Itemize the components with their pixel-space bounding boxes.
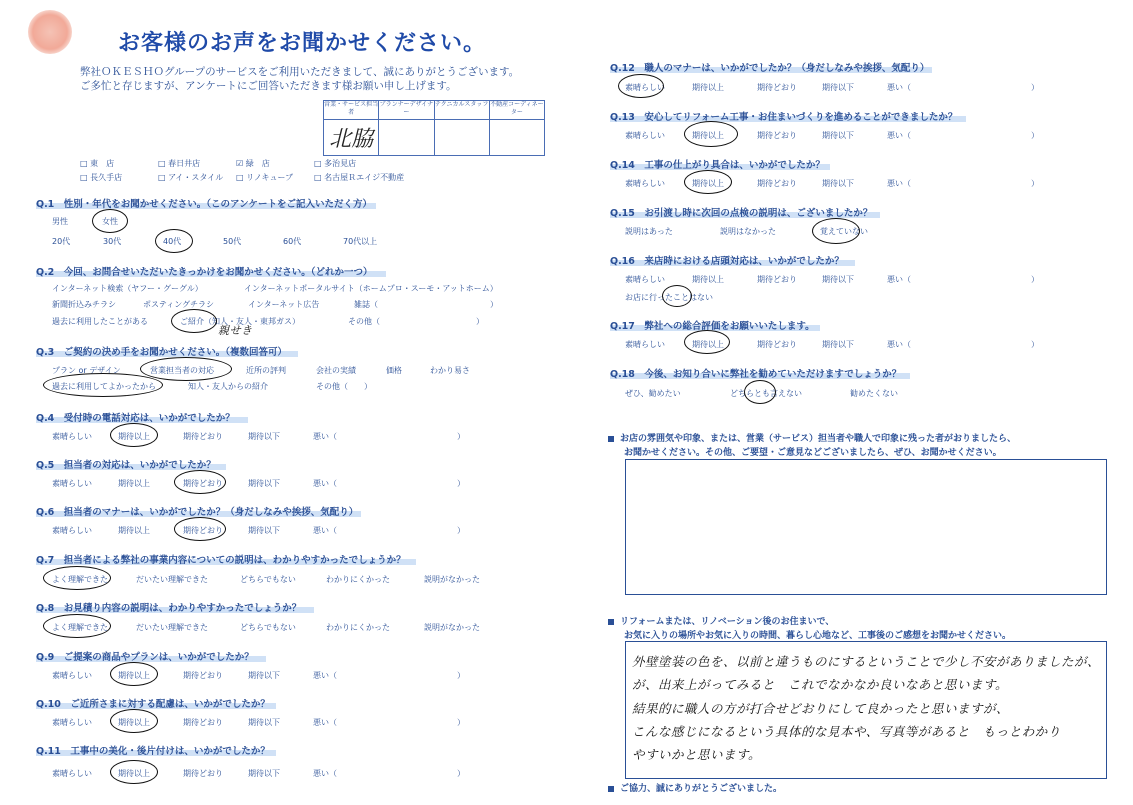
free-comment-1-line-2: お聞かせください。その他、ご要望・ご意見などございましたら、ぜひ、お聞かせください。 xyxy=(624,448,1002,458)
q8-title: Q.8 お見積り内容の説明は、わかりやすかったでしょうか？ xyxy=(36,603,302,614)
rating-option[interactable]: 期待以上 xyxy=(118,526,150,535)
rating-option[interactable]: 期待以上 xyxy=(692,131,724,140)
rating-option[interactable]: 悪い（ ） xyxy=(313,526,465,535)
q18-title: Q.18 今後、お知り合いに弊社を勧めていただけますでしょうか？ xyxy=(610,369,902,380)
handwritten-comment-line: 結果的に職人の方が打合せどおりにして良かったと思いますが、 xyxy=(632,701,1010,716)
rating-option[interactable]: 期待どおり xyxy=(183,432,223,441)
rating-option[interactable]: 期待どおり xyxy=(757,83,797,92)
q2-option[interactable]: その他（ ） xyxy=(348,317,484,326)
rating-option[interactable]: 期待どおり xyxy=(183,769,223,778)
q15-title: Q.15 お引渡し時に次回の点検の説明は、ございましたか？ xyxy=(610,208,873,219)
staff-header-technical: テクニカルスタッフ xyxy=(435,101,489,120)
rating-option[interactable]: 期待以下 xyxy=(822,131,854,140)
rating-option[interactable]: わかりにくかった xyxy=(326,623,390,632)
q1-age-option[interactable]: 40代 xyxy=(163,237,182,246)
handwritten-note: 親せき xyxy=(218,324,253,337)
rating-option[interactable]: 期待以上 xyxy=(692,340,724,349)
rating-option[interactable]: よく理解できた xyxy=(52,575,108,584)
rating-option[interactable]: 期待以下 xyxy=(248,718,280,727)
staff-header-realestate: 不動産コーディネーター xyxy=(490,101,544,120)
footer-thanks xyxy=(608,781,782,794)
answer-circle xyxy=(171,309,217,333)
q18-option[interactable]: ぜひ、勧めたい xyxy=(625,389,681,398)
rating-option[interactable]: 悪い（ ） xyxy=(887,131,1039,140)
q1-age-option[interactable]: 20代 xyxy=(52,237,71,246)
answer-circle xyxy=(140,357,232,381)
rating-option[interactable]: 素晴らしい xyxy=(52,769,92,778)
answer-circle xyxy=(744,380,776,404)
answer-circle xyxy=(110,423,158,447)
rating-option[interactable]: 期待以下 xyxy=(248,671,280,680)
rating-option[interactable]: 期待以下 xyxy=(822,340,854,349)
answer-circle xyxy=(110,709,158,733)
free-comment-2-line-1: リフォームまたは、リノベーション後のお住まいで、 xyxy=(620,617,835,627)
intro-line-2: ご多忙と存じますが、アンケートにご回答いただきます様お願い申し上げます。 xyxy=(80,80,457,92)
q17-title: Q.17 弊社への総合評価をお願いいたします。 xyxy=(610,321,815,332)
answer-circle xyxy=(110,760,158,784)
rating-option[interactable]: 期待以下 xyxy=(822,83,854,92)
rating-option[interactable]: 期待以下 xyxy=(248,432,280,441)
q1-age-option[interactable]: 70代以上 xyxy=(343,237,378,246)
staff-table xyxy=(323,100,545,156)
q2-option[interactable]: インターネット広告 xyxy=(248,300,320,309)
free-comment-2-prompt xyxy=(608,614,834,627)
page-title: お客様のお声をお聞かせください。 xyxy=(118,31,487,56)
staff-name-technical[interactable] xyxy=(435,120,489,155)
q3-option[interactable]: 近所の評判 xyxy=(246,366,286,375)
answer-circle xyxy=(155,229,193,253)
rating-option[interactable]: わかりにくかった xyxy=(326,575,390,584)
store-option[interactable]: □ 長久手店 xyxy=(80,173,123,182)
answer-circle xyxy=(812,218,860,244)
q16-title: Q.16 来店時における店頭対応は、いかがでしたか？ xyxy=(610,256,844,267)
rating-option[interactable]: 期待以上 xyxy=(692,275,724,284)
answer-circle xyxy=(110,662,158,686)
q10-title: Q.10 ご近所さまに対する配慮は、いかがでしたか？ xyxy=(36,699,270,710)
q3-title: Q.3 ご契約の決め手をお聞かせください。（複数回答可） xyxy=(36,347,288,358)
staff-header-planner: プランナーデザイナー xyxy=(379,101,433,120)
q14-title: Q.14 工事の仕上がり具合は、いかがでしたか？ xyxy=(610,160,825,171)
q1-age-option[interactable]: 50代 xyxy=(223,237,242,246)
rating-option[interactable]: 悪い（ ） xyxy=(313,718,465,727)
rating-option[interactable]: 悪い（ ） xyxy=(887,83,1039,92)
q3-option[interactable]: 営業担当者の対応 xyxy=(150,366,214,375)
answer-circle xyxy=(174,470,226,494)
q1-age-option[interactable]: 60代 xyxy=(283,237,302,246)
q1-option[interactable]: 女性 xyxy=(102,217,118,226)
rating-option[interactable]: 悪い（ ） xyxy=(313,769,465,778)
handwritten-comment-line: こんな感じになるという具体的な見本や、写真等があると もっとわかり xyxy=(632,724,1061,739)
handwritten-comment-line: が、出来上がってみると これでなかなか良いなあと思います。 xyxy=(632,677,1009,692)
rating-option[interactable]: 素晴らしい xyxy=(52,671,92,680)
rating-option[interactable]: 素晴らしい xyxy=(52,718,92,727)
q2-option[interactable]: 雑誌（ ） xyxy=(354,300,498,309)
free-comment-1-prompt xyxy=(608,431,1016,444)
rating-option[interactable]: 素晴らしい xyxy=(625,179,665,188)
rating-option[interactable]: 期待どおり xyxy=(183,526,223,535)
rating-option[interactable]: どちらでもない xyxy=(240,575,296,584)
q7-title: Q.7 担当者による弊社の事業内容についての説明は、わかりやすかったでしょうか？ xyxy=(36,555,406,566)
rating-option[interactable]: 期待どおり xyxy=(183,718,223,727)
footer-text: ご協力、誠にありがとうございました。 xyxy=(620,784,783,794)
store-option[interactable]: □ 多治見店 xyxy=(314,159,357,168)
q3-option[interactable]: その他（ ） xyxy=(316,382,372,391)
q1-age-option[interactable]: 30代 xyxy=(103,237,122,246)
staff-name-realestate[interactable] xyxy=(490,120,544,155)
rating-option[interactable]: 素晴らしい xyxy=(625,275,665,284)
rating-option[interactable]: 悪い（ ） xyxy=(887,340,1039,349)
store-option[interactable]: ☑ 緑 店 xyxy=(236,159,270,168)
q2-option[interactable]: 新聞折込みチラシ xyxy=(52,300,116,309)
store-option[interactable]: □ 名古屋Ｒエイジ不動産 xyxy=(314,173,405,182)
rating-option[interactable]: 素晴らしい xyxy=(625,83,665,92)
rating-option[interactable]: 期待以下 xyxy=(248,479,280,488)
free-comment-1-line-1: お店の雰囲気や印象、または、営業（サービス）担当者や職人で印象に残った者がおりましたら、 xyxy=(620,434,1017,444)
rating-option[interactable]: 期待以下 xyxy=(822,275,854,284)
rating-option[interactable]: 素晴らしい xyxy=(52,479,92,488)
free-comment-1-box[interactable] xyxy=(625,459,1107,595)
rating-option[interactable]: 期待以上 xyxy=(118,718,150,727)
q3-option[interactable]: わかり易さ xyxy=(430,366,470,375)
answer-circle xyxy=(618,74,664,98)
answer-circle xyxy=(92,209,128,233)
q2-title: Q.2 今回、お問合せいただいたきっかけをお聞かせください。（どれか一つ） xyxy=(36,267,373,278)
store-option[interactable]: □ 春日井店 xyxy=(158,159,201,168)
answer-circle xyxy=(684,121,738,147)
q3-option[interactable]: プラン or デザイン xyxy=(52,366,121,375)
rating-option[interactable]: だいたい理解できた xyxy=(136,623,208,632)
answer-circle xyxy=(684,170,732,194)
q2-option[interactable]: インターネット検索（ヤフー・グーグル） xyxy=(52,284,203,293)
rating-option[interactable]: だいたい理解できた xyxy=(136,575,208,584)
store-checklist xyxy=(80,158,440,183)
answer-circle xyxy=(684,330,730,354)
q6-title: Q.6 担当者のマナーは、いかがでしたか？（身だしなみや挨拶、気配り） xyxy=(36,507,359,518)
rating-option[interactable]: 期待以下 xyxy=(248,526,280,535)
rating-option[interactable]: 悪い（ ） xyxy=(887,179,1039,188)
rating-option[interactable]: 素晴らしい xyxy=(52,526,92,535)
q3-option[interactable]: 価格 xyxy=(386,366,402,375)
answer-circle xyxy=(43,614,111,638)
store-option[interactable]: □ 東 店 xyxy=(80,159,115,168)
rating-option[interactable]: 期待どおり xyxy=(183,671,223,680)
q2-option[interactable]: ポスティングチラシ xyxy=(143,300,215,309)
store-option[interactable]: □ リノキューブ xyxy=(236,173,294,182)
free-comment-2-line-2: お気に入りの場所やお気に入りの時間、暮らし心地など、工事後のご感想をお聞かせください。 xyxy=(624,631,1012,641)
rating-option[interactable]: 期待どおり xyxy=(757,340,797,349)
handwritten-comment-line: やすいかと思います。 xyxy=(632,747,762,762)
q11-title: Q.11 工事中の美化・後片付けは、いかがでしたか？ xyxy=(36,746,270,757)
rating-option[interactable]: 期待どおり xyxy=(757,131,797,140)
q4-title: Q.4 受付時の電話対応は、いかがでしたか？ xyxy=(36,413,235,424)
staff-name-sales[interactable]: 北脇 xyxy=(329,127,374,152)
answer-circle xyxy=(662,285,692,307)
q13-title: Q.13 安心してリフォーム工事・お住まいづくりを進めることができましたか？ xyxy=(610,112,958,123)
staff-name-planner[interactable] xyxy=(379,120,433,155)
q5-title: Q.5 担当者の対応は、いかがでしたか？ xyxy=(36,460,216,471)
rating-option[interactable]: 悪い（ ） xyxy=(313,671,465,680)
q9-title: Q.9 ご提案の商品やプランは、いかがでしたか？ xyxy=(36,652,254,663)
q3-option[interactable]: 知人・友人からの紹介 xyxy=(188,382,268,391)
q15-option[interactable]: 説明はあった xyxy=(625,227,673,236)
rating-option[interactable]: 説明がなかった xyxy=(424,575,480,584)
q16-extra-option[interactable]: お店に行ったことはない xyxy=(625,293,713,302)
rating-option[interactable]: 期待以上 xyxy=(118,432,150,441)
rating-option[interactable]: 説明がなかった xyxy=(424,623,480,632)
rating-option[interactable]: 期待以上 xyxy=(118,671,150,680)
q18-option[interactable]: どちらとも言えない xyxy=(730,389,802,398)
rating-option[interactable]: 期待以上 xyxy=(692,179,724,188)
rating-option[interactable]: 期待以上 xyxy=(118,769,150,778)
rating-option[interactable]: 期待どおり xyxy=(757,179,797,188)
rating-option[interactable]: 素晴らしい xyxy=(625,340,665,349)
handwritten-comment-line: 外壁塗装の色を、以前と違うものにするということで少し不安がありましたが、 xyxy=(632,654,1101,669)
rating-option[interactable]: 悪い（ ） xyxy=(887,275,1039,284)
intro-line-1: 弊社ＯＫＥＳＨＯグループのサービスをご利用いただきまして、誠にありがとうございます。 xyxy=(80,66,520,78)
rating-option[interactable]: 素晴らしい xyxy=(52,432,92,441)
q3-option[interactable]: 過去に利用してよかったから xyxy=(52,382,156,391)
rating-option[interactable]: よく理解できた xyxy=(52,623,108,632)
rating-option[interactable]: 期待以上 xyxy=(692,83,724,92)
rating-option[interactable]: 期待以下 xyxy=(248,769,280,778)
rating-option[interactable]: 悪い（ ） xyxy=(313,479,465,488)
rating-option[interactable]: 期待どおり xyxy=(183,479,223,488)
answer-circle xyxy=(43,566,111,590)
answer-circle xyxy=(43,373,163,397)
answer-circle xyxy=(174,517,226,541)
q2-option[interactable]: 過去に利用したことがある xyxy=(52,317,148,326)
rating-option[interactable]: 期待以下 xyxy=(822,179,854,188)
q12-title: Q.12 職人のマナーは、いかがでしたか？（身だしなみや挨拶、気配り） xyxy=(610,63,930,74)
staff-header-sales: 営業・サービス担当者 xyxy=(324,101,378,120)
rating-option[interactable]: どちらでもない xyxy=(240,623,296,632)
q15-option[interactable]: 説明はなかった xyxy=(720,227,776,236)
q1-title: Q.1 性別・年代をお聞かせください。（このアンケートをご記入いただく方） xyxy=(36,199,372,210)
q3-option[interactable]: 会社の実績 xyxy=(316,366,356,375)
q15-option[interactable]: 覚えていない xyxy=(820,227,868,236)
q2-option[interactable]: ご紹介（知人・友人・東邦ガス） xyxy=(180,317,300,326)
rating-option[interactable]: 素晴らしい xyxy=(625,131,665,140)
seal-stamp xyxy=(28,10,72,54)
rating-option[interactable]: 悪い（ ） xyxy=(313,432,465,441)
rating-option[interactable]: 期待どおり xyxy=(757,275,797,284)
rating-option[interactable]: 期待以上 xyxy=(118,479,150,488)
q1-option[interactable]: 男性 xyxy=(52,217,68,226)
store-option[interactable]: □ アイ・スタイル xyxy=(158,173,224,182)
q2-option[interactable]: インターネットポータルサイト（ホームプロ・スーモ・アットホーム） xyxy=(244,284,498,293)
q18-option[interactable]: 勧めたくない xyxy=(850,389,898,398)
